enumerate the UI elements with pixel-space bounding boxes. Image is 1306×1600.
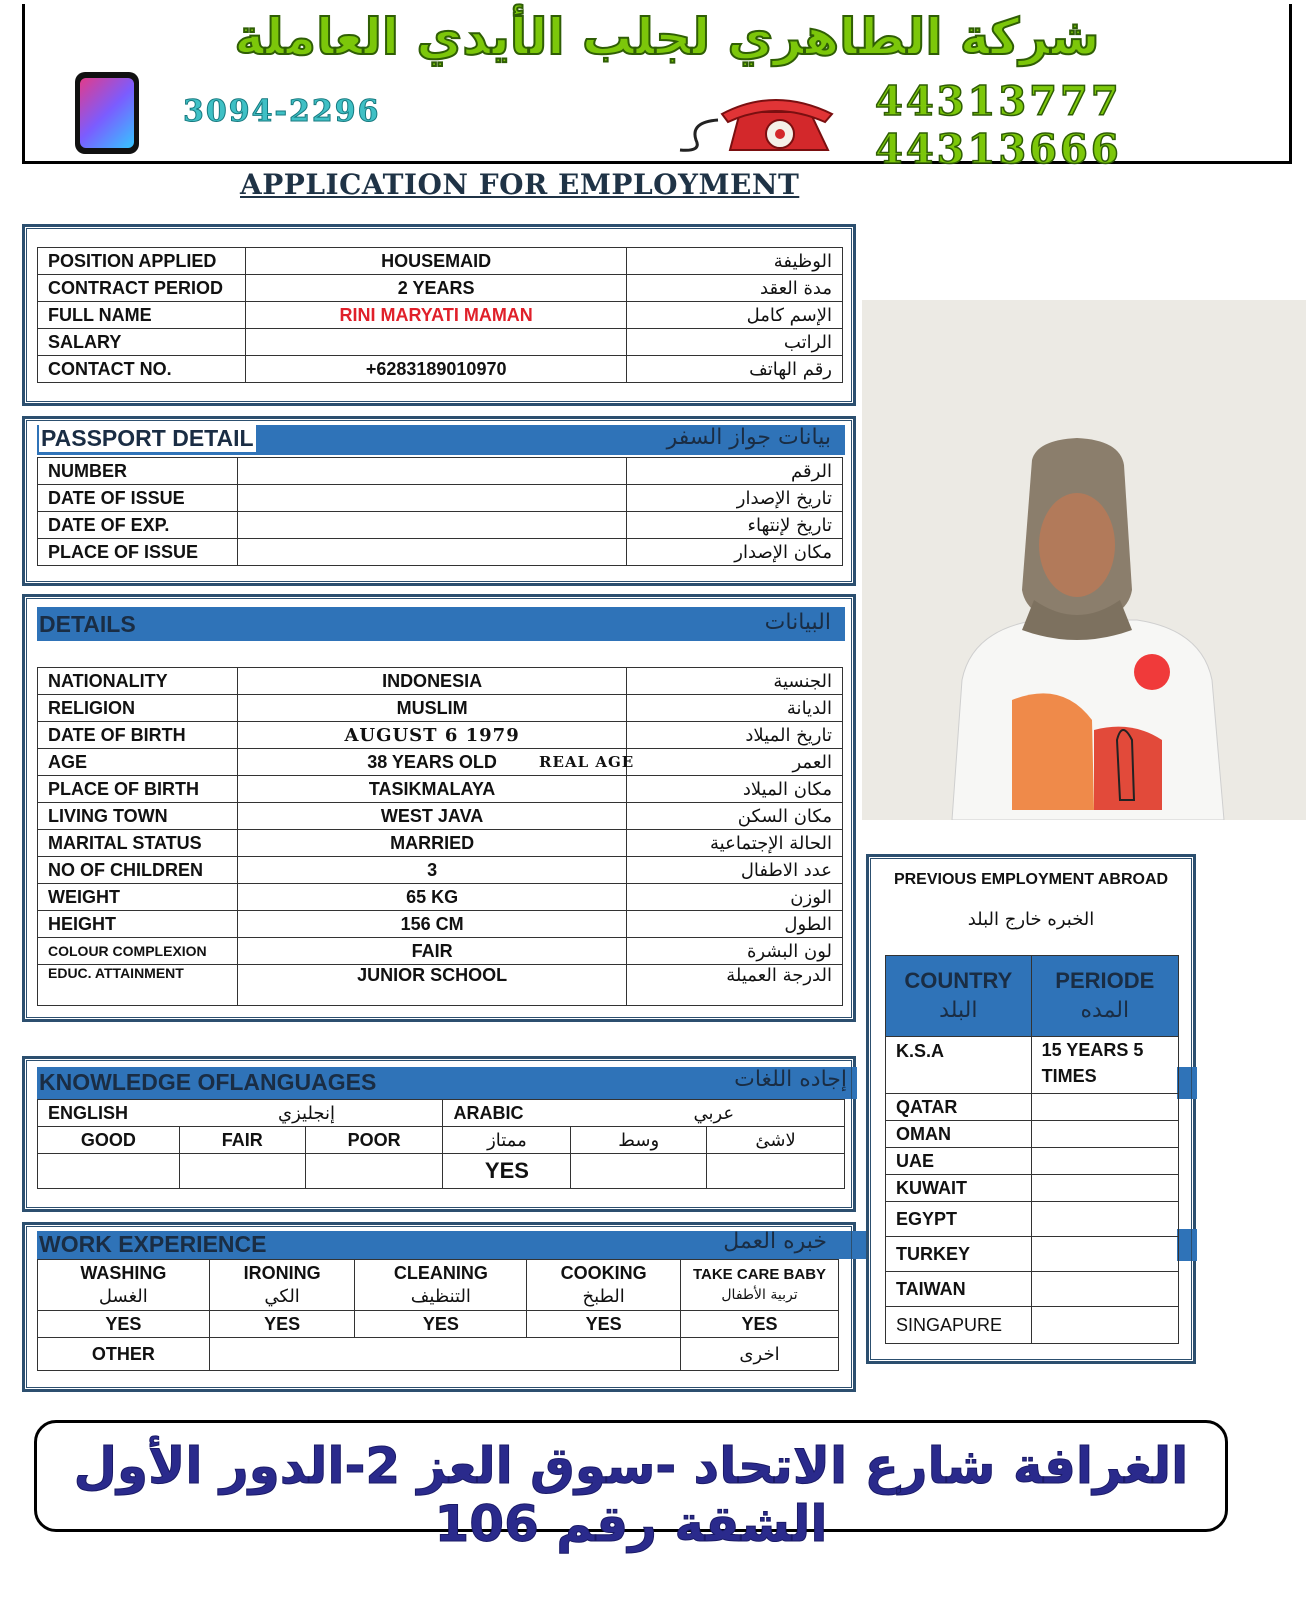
details-section: [22, 594, 856, 1022]
field-label-ar: الدرجة العميلة: [627, 965, 843, 1006]
field-value: [237, 458, 626, 485]
table-row: [886, 1094, 1179, 1121]
table-header-row: [886, 956, 1179, 1037]
field-value: FAIR: [237, 938, 626, 965]
field-value: TASIKMALAYA: [237, 776, 626, 803]
skill-cooking: [527, 1260, 681, 1311]
skill-value: YES: [527, 1311, 681, 1338]
field-label: NATIONALITY: [38, 668, 238, 695]
field-label-ar: تاريخ الإصدار: [627, 485, 843, 512]
field-label: FULL NAME: [38, 302, 246, 329]
period-column-header: [1031, 956, 1178, 1037]
table-row: [38, 512, 843, 539]
skill-label: IRONING: [243, 1263, 321, 1283]
level-none-ar: لاشئ: [707, 1127, 845, 1154]
table-row: [886, 1175, 1179, 1202]
table-row: [38, 329, 843, 356]
arabic-medium-value: [571, 1154, 707, 1189]
field-label-ar: الرقم: [627, 458, 843, 485]
table-row: [38, 884, 843, 911]
field-label-ar: مكان السكن: [627, 803, 843, 830]
field-value: INDONESIA: [237, 668, 626, 695]
arabic-label: ARABIC: [453, 1102, 524, 1123]
field-label: DATE OF ISSUE: [38, 485, 238, 512]
company-header: [22, 4, 1292, 173]
field-label-ar: لون البشرة: [627, 938, 843, 965]
country-cell: QATAR: [886, 1094, 1032, 1121]
table-row: [38, 485, 843, 512]
field-label-ar: مكان الميلاد: [627, 776, 843, 803]
field-value: [237, 485, 626, 512]
arabic-excellent-value: YES: [443, 1154, 571, 1189]
field-label-ar: مكان الإصدار: [627, 539, 843, 566]
english-good-value: [38, 1154, 180, 1189]
table-row: [38, 1127, 845, 1154]
field-label: DATE OF EXP.: [38, 512, 238, 539]
skill-ironing: [209, 1260, 355, 1311]
field-label: DATE OF BIRTH: [38, 722, 238, 749]
table-row: [38, 302, 843, 329]
english-fair-value: [179, 1154, 305, 1189]
previous-table: [885, 955, 1179, 1344]
skill-label-ar: الغسل: [98, 1286, 148, 1307]
languages-title: KNOWLEDGE OFLANGUAGES: [39, 1069, 377, 1095]
field-label: LIVING TOWN: [38, 803, 238, 830]
table-row: [38, 539, 843, 566]
table-row: [886, 1037, 1179, 1094]
languages-section: [22, 1056, 856, 1212]
languages-title-ar: إجاده اللغات: [734, 1067, 847, 1092]
table-row: [886, 1121, 1179, 1148]
table-row: [38, 356, 843, 383]
smartphone-icon: [75, 72, 139, 154]
period-cell: [1031, 1307, 1178, 1344]
country-column-header: [886, 956, 1032, 1037]
field-label-ar: الديانة: [627, 695, 843, 722]
table-row: [38, 749, 843, 776]
skill-label: TAKE CARE BABY: [692, 1266, 827, 1283]
field-value: [245, 329, 626, 356]
company-name: شركة الطاهري لجلب الأيدي العاملة: [234, 8, 1100, 66]
english-header: [38, 1100, 443, 1127]
work-title-ar: خبره العمل: [723, 1229, 827, 1254]
skill-label-ar: التنظيف: [410, 1286, 471, 1307]
table-row: [38, 248, 843, 275]
header-bar-edge: [1177, 1229, 1197, 1261]
other-label-ar: اخرى: [681, 1338, 839, 1371]
details-title-ar: البيانات: [764, 610, 831, 635]
level-poor: POOR: [305, 1127, 443, 1154]
previous-employment-section: [866, 854, 1196, 1364]
country-cell: KUWAIT: [886, 1175, 1032, 1202]
skill-label-ar: تربية الأطفال: [721, 1287, 798, 1303]
table-row: [38, 803, 843, 830]
table-row: [886, 1237, 1179, 1272]
field-label-ar: الوزن: [627, 884, 843, 911]
skill-label: COOKING: [560, 1263, 647, 1283]
column-label-ar: البلد: [939, 998, 978, 1023]
skill-label: CLEANING: [393, 1263, 488, 1283]
field-label: CONTACT NO.: [38, 356, 246, 383]
field-value: +6283189010970: [245, 356, 626, 383]
period-cell: [1031, 1202, 1178, 1237]
table-row: [38, 722, 843, 749]
column-label: COUNTRY: [904, 968, 1013, 993]
table-row: [886, 1148, 1179, 1175]
field-label-ar: تاريخ الميلاد: [627, 722, 843, 749]
table-row: [886, 1272, 1179, 1307]
arabic-header: [443, 1100, 845, 1127]
field-label: EDUC. ATTAINMENT: [38, 965, 238, 1006]
table-row: [38, 911, 843, 938]
level-fair: FAIR: [179, 1127, 305, 1154]
field-label: MARITAL STATUS: [38, 830, 238, 857]
field-label: POSITION APPLIED: [38, 248, 246, 275]
previous-title: PREVIOUS EMPLOYMENT ABROAD: [893, 871, 1169, 888]
field-label: PLACE OF BIRTH: [38, 776, 238, 803]
table-row: [38, 1338, 839, 1371]
country-cell: OMAN: [886, 1121, 1032, 1148]
field-value: MUSLIM: [237, 695, 626, 722]
table-row: [886, 1307, 1179, 1344]
field-label: AGE: [38, 749, 238, 776]
field-label: CONTRACT PERIOD: [38, 275, 246, 302]
passport-section: [22, 416, 856, 586]
languages-table: [37, 1099, 845, 1189]
country-cell: SINGAPURE: [886, 1307, 1032, 1344]
field-label-ar: الإسم كامل: [627, 302, 843, 329]
full-name-value: RINI MARYATI MAMAN: [245, 302, 626, 329]
field-label-ar: الحالة الإجتماعية: [627, 830, 843, 857]
table-row: [38, 776, 843, 803]
period-cell: [1031, 1272, 1178, 1307]
table-row: [38, 1154, 845, 1189]
skill-value: YES: [681, 1311, 839, 1338]
table-row: [38, 830, 843, 857]
skill-value: YES: [38, 1311, 210, 1338]
period-cell: [1031, 1148, 1178, 1175]
skill-washing: [38, 1260, 210, 1311]
period-cell: [1031, 1094, 1178, 1121]
table-row: [38, 458, 843, 485]
position-section: [22, 224, 856, 406]
field-value: AUGUST 6 1979: [237, 722, 626, 749]
details-title: DETAILS: [39, 611, 136, 637]
details-header-bar: [37, 607, 845, 641]
field-label-ar: تاريخ لإنتهاء: [627, 512, 843, 539]
field-label: NO OF CHILDREN: [38, 857, 238, 884]
other-label: OTHER: [38, 1338, 210, 1371]
english-label-ar: إنجليزي: [278, 1102, 336, 1124]
field-value: 38 YEARS OLD: [367, 751, 497, 772]
country-cell: TURKEY: [886, 1237, 1032, 1272]
english-poor-value: [305, 1154, 443, 1189]
country-cell: UAE: [886, 1148, 1032, 1175]
table-row: [38, 275, 843, 302]
table-row: [38, 695, 843, 722]
previous-title-ar: الخبره خارج البلد: [967, 909, 1095, 930]
skill-baby-care: [681, 1260, 839, 1311]
field-label-ar: رقم الهاتف: [627, 356, 843, 383]
country-cell: TAIWAN: [886, 1272, 1032, 1307]
position-table: [37, 247, 843, 383]
field-label-ar: الراتب: [627, 329, 843, 356]
arabic-label-ar: عربي: [693, 1102, 735, 1124]
field-label-ar: مدة العقد: [627, 275, 843, 302]
telephone-number-2: 44313666: [875, 126, 1122, 173]
skill-label-ar: الطبخ: [582, 1286, 625, 1307]
table-row: [38, 668, 843, 695]
table-row: [38, 857, 843, 884]
office-address: الغرافة شارع الاتحاد -سوق العز 2-الدور الأول الشقة رقم 106: [73, 1437, 1189, 1553]
field-value: 156 CM: [237, 911, 626, 938]
work-table: [37, 1259, 839, 1371]
table-row: [38, 1100, 845, 1127]
field-label: RELIGION: [38, 695, 238, 722]
passport-table: [37, 457, 843, 566]
work-experience-section: [22, 1222, 856, 1392]
field-label-ar: عدد الاطفال: [627, 857, 843, 884]
field-label: HEIGHT: [38, 911, 238, 938]
telephone-number-1: 44313777: [875, 78, 1122, 125]
age-cell: [237, 749, 635, 776]
period-cell: [1031, 1237, 1178, 1272]
table-row: [38, 1260, 839, 1311]
field-label-ar: الطول: [627, 911, 843, 938]
skill-label: WASHING: [80, 1263, 167, 1283]
skill-label-ar: الكي: [264, 1286, 300, 1307]
country-cell: EGYPT: [886, 1202, 1032, 1237]
field-label-ar: الجنسية: [627, 668, 843, 695]
field-value: JUNIOR SCHOOL: [237, 965, 626, 1006]
period-cell: [1031, 1175, 1178, 1202]
skill-value: YES: [355, 1311, 527, 1338]
passport-title-ar: بيانات جواز السفر: [666, 425, 831, 450]
level-medium-ar: وسط: [571, 1127, 707, 1154]
level-excellent-ar: ممتاز: [443, 1127, 571, 1154]
work-title: WORK EXPERIENCE: [39, 1231, 267, 1257]
level-good: GOOD: [38, 1127, 180, 1154]
country-cell: K.S.A: [886, 1037, 1032, 1094]
header-bar-edge: [1177, 1067, 1197, 1099]
field-label-ar: الوظيفة: [627, 248, 843, 275]
table-row: [886, 1202, 1179, 1237]
field-label: SALARY: [38, 329, 246, 356]
rotary-telephone-icon: [670, 90, 840, 156]
application-title: APPLICATION FOR EMPLOYMENT: [240, 168, 800, 201]
skill-cleaning: [355, 1260, 527, 1311]
field-value: MARRIED: [237, 830, 626, 857]
field-value: 65 KG: [237, 884, 626, 911]
table-row: [38, 938, 843, 965]
field-label: WEIGHT: [38, 884, 238, 911]
table-row: [38, 1311, 839, 1338]
field-value: HOUSEMAID: [245, 248, 626, 275]
field-value: 3: [237, 857, 626, 884]
column-label-ar: المده: [1080, 998, 1130, 1023]
field-label: COLOUR COMPLEXION: [38, 938, 238, 965]
passport-title: PASSPORT DETAIL: [41, 425, 254, 451]
field-value: [237, 539, 626, 566]
details-table: [37, 667, 843, 1006]
address-footer: [34, 1420, 1228, 1553]
period-cell: [1031, 1121, 1178, 1148]
real-age-note: REAL AGE: [539, 753, 635, 771]
field-value: 2 YEARS: [245, 275, 626, 302]
field-label-ar: العمر: [627, 749, 843, 776]
column-label: PERIODE: [1055, 968, 1155, 993]
applicant-photo: [862, 300, 1306, 820]
field-value: WEST JAVA: [237, 803, 626, 830]
other-value: [209, 1338, 680, 1371]
table-row: [38, 965, 843, 1006]
field-label: PLACE OF ISSUE: [38, 539, 238, 566]
skill-value: YES: [209, 1311, 355, 1338]
mobile-number: 3094-2296: [183, 94, 381, 129]
english-label: ENGLISH: [48, 1102, 129, 1123]
arabic-none-value: [707, 1154, 845, 1189]
field-label: NUMBER: [38, 458, 238, 485]
period-cell: 15 YEARS 5 TIMES: [1031, 1037, 1178, 1094]
field-value: [237, 512, 626, 539]
